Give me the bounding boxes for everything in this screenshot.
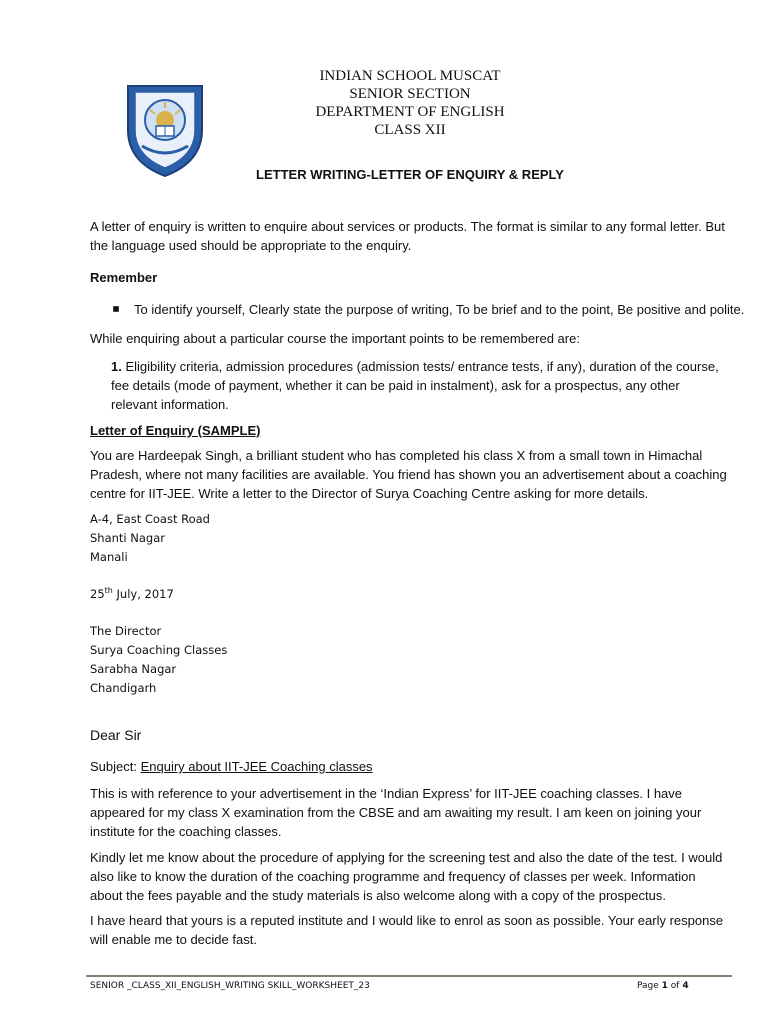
school-header	[260, 67, 560, 139]
school-name: INDIAN SCHOOL MUSCAT	[319, 68, 501, 84]
body-paragraph-3: I have heard that yours is a reputed institute and I would like to enrol as soon as possible. Your early response will enable me to decide fast.	[90, 913, 724, 947]
salutation: Dear Sir	[90, 727, 142, 743]
letter-date: 25th July, 2017	[90, 586, 174, 601]
body-paragraph-1: This is with reference to your advertisement in the ‘Indian Express’ for IIT-JEE coaching classes. I have appeared for my class X examination from the CBSE and am awaiting my result. I am keen on joining your institute for the coaching classes.	[90, 786, 702, 839]
sender-address	[90, 510, 210, 567]
address-line: The Director	[90, 624, 162, 638]
worksheet-title: LETTER WRITING-LETTER OF ENQUIRY & REPLY	[256, 167, 564, 182]
subject-text: Enquiry about IIT-JEE Coaching classes	[140, 759, 373, 774]
body-paragraph-2: Kindly let me know about the procedure of applying for the screening test and also the date of the test. I would also like to know the duration of the coaching programme and frequency of classes per week. Information about the fees payable and the study materials is also welcome along with a copy of the prospectus.	[90, 850, 723, 903]
intro-paragraph: A letter of enquiry is written to enquire about services or products. The format is similar to any formal letter. But the language used should be appropriate to the enquiry.	[90, 219, 725, 253]
department-name: DEPARTMENT OF ENGLISH	[315, 104, 505, 120]
point-number: 1.	[111, 359, 122, 374]
section-name: SENIOR SECTION	[349, 86, 471, 102]
question-paragraph: You are Hardeepak Singh, a brilliant student who has completed his class X from a small town in Himachal Pradesh, where not many facilities are available. You friend has shown you an advertisement about a coaching centre for IIT-JEE. Write a letter to the Director of Surya Coaching Centre asking for more details.	[90, 448, 727, 501]
point-text: Eligibility criteria, admission procedures (admission tests/ entrance tests, if any), duration of the course, fee details (mode of payment, whether it can be paid in instalment), ask for a prospectus, any other relevant information.	[111, 359, 719, 412]
address-line: Shanti Nagar	[90, 531, 166, 545]
bullet-text: To identify yourself, Clearly state the purpose of writing, To be brief and to the point, Be positive and polite.	[134, 302, 745, 317]
remember-bullet	[112, 300, 745, 319]
footer-filename: SENIOR _CLASS_XII_ENGLISH_WRITING SKILL_WORKSHEET_23	[90, 981, 370, 991]
address-line: Chandigarh	[90, 681, 157, 695]
footer-divider	[86, 975, 732, 977]
address-line: Manali	[90, 550, 128, 564]
course-intro: While enquiring about a particular course the important points to be remembered are:	[90, 331, 580, 346]
address-line: A-4, East Coast Road	[90, 512, 210, 526]
numbered-point	[111, 357, 729, 414]
receiver-address	[90, 622, 227, 698]
page-number: Page 1 of 4	[637, 981, 689, 991]
address-line: Sarabha Nagar	[90, 662, 177, 676]
school-crest-icon	[120, 80, 210, 180]
sample-heading: Letter of Enquiry (SAMPLE)	[90, 423, 261, 438]
class-name: CLASS XII	[374, 122, 446, 138]
subject-line: Subject: Enquiry about IIT-JEE Coaching classes	[90, 759, 373, 774]
address-line: Surya Coaching Classes	[90, 643, 228, 657]
square-bullet-icon	[113, 306, 119, 312]
remember-heading: Remember	[90, 270, 158, 285]
